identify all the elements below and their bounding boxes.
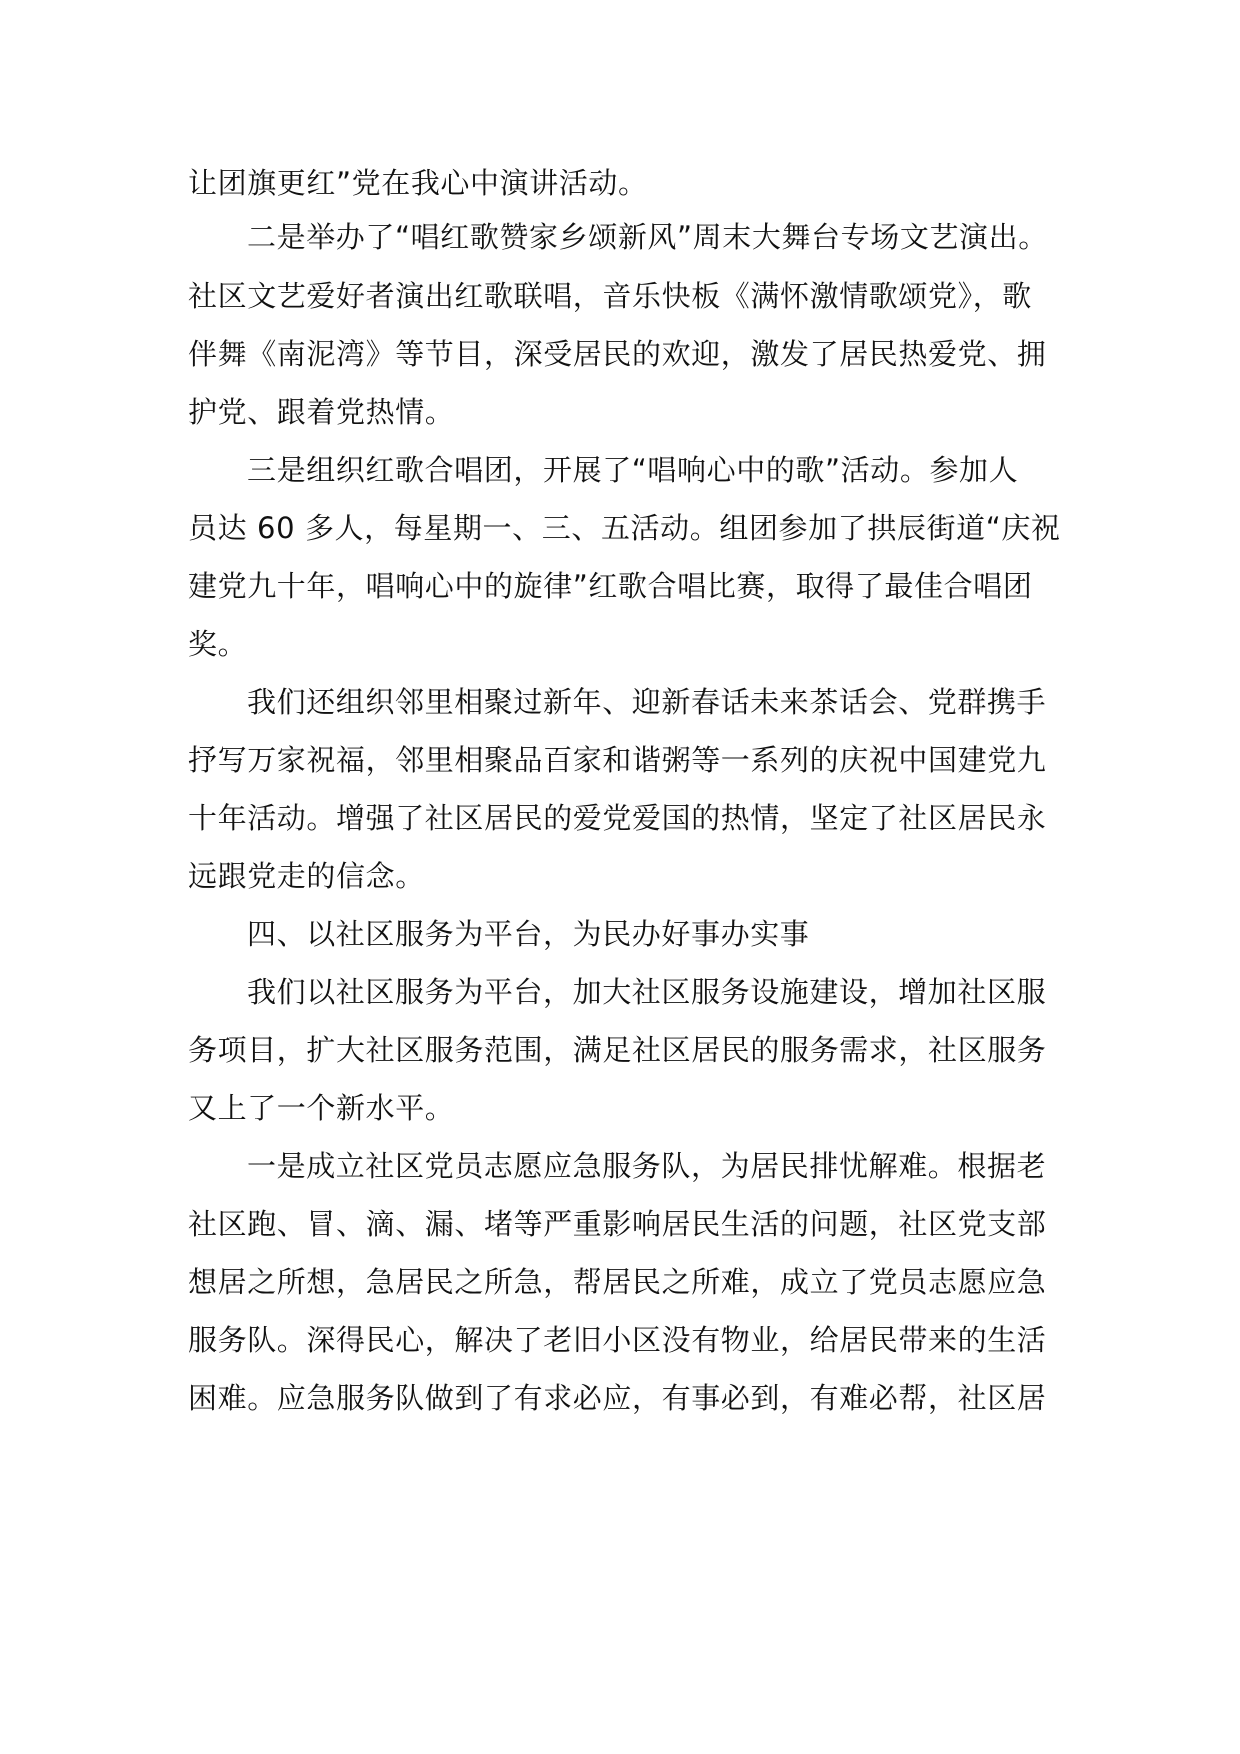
text-line: 员达 60 多人，每星期一、三、五活动。组团参加了拱辰街道“庆祝 (188, 511, 1061, 545)
text-line: 远跟党走的信念。 (188, 859, 425, 893)
paragraph-start-line: 我们还组织邻里相聚过新年、迎新春话未来茶话会、党群携手 (247, 685, 1047, 719)
text-line: 服务队。深得民心，解决了老旧小区没有物业，给居民带来的生活 (188, 1323, 1047, 1357)
text-line: 奖。 (188, 627, 248, 661)
text-line: 想居之所想，急居民之所急，帮居民之所难，成立了党员志愿应急 (188, 1265, 1047, 1299)
section-heading: 四、以社区服务为平台，为民办好事办实事 (247, 917, 810, 951)
text-line: 抒写万家祝福，邻里相聚品百家和谐粥等一系列的庆祝中国建党九 (188, 743, 1047, 777)
text-line: 社区文艺爱好者演出红歌联唱，音乐快板《满怀激情歌颂党》，歌 (188, 279, 1032, 313)
text-line: 又上了一个新水平。 (188, 1091, 455, 1125)
text-line: 让团旗更红”党在我心中演讲活动。 (188, 166, 648, 200)
paragraph-start-line: 二是举办了“唱红歌赞家乡颂新风”周末大舞台专场文艺演出。 (247, 220, 1048, 254)
text-line: 务项目，扩大社区服务范围，满足社区居民的服务需求，社区服务 (188, 1033, 1047, 1067)
text-line: 社区跑、冒、滴、漏、堵等严重影响居民生活的问题，社区党支部 (188, 1207, 1047, 1241)
text-line: 建党九十年，唱响心中的旋律”红歌合唱比赛，取得了最佳合唱团 (188, 569, 1033, 603)
text-line: 困难。应急服务队做到了有求必应，有事必到，有难必帮，社区居 (188, 1381, 1047, 1415)
text-line: 护党、跟着党热情。 (188, 395, 455, 429)
paragraph-start-line: 三是组织红歌合唱团，开展了“唱响心中的歌”活动。参加人 (247, 453, 1019, 487)
paragraph-start-line: 一是成立社区党员志愿应急服务队，为居民排忧解难。根据老 (247, 1149, 1047, 1183)
text-line: 十年活动。增强了社区居民的爱党爱国的热情，坚定了社区居民永 (188, 801, 1047, 835)
text-line: 伴舞《南泥湾》等节目，深受居民的欢迎，激发了居民热爱党、拥 (188, 337, 1047, 371)
paragraph-start-line: 我们以社区服务为平台，加大社区服务设施建设，增加社区服 (247, 975, 1047, 1009)
